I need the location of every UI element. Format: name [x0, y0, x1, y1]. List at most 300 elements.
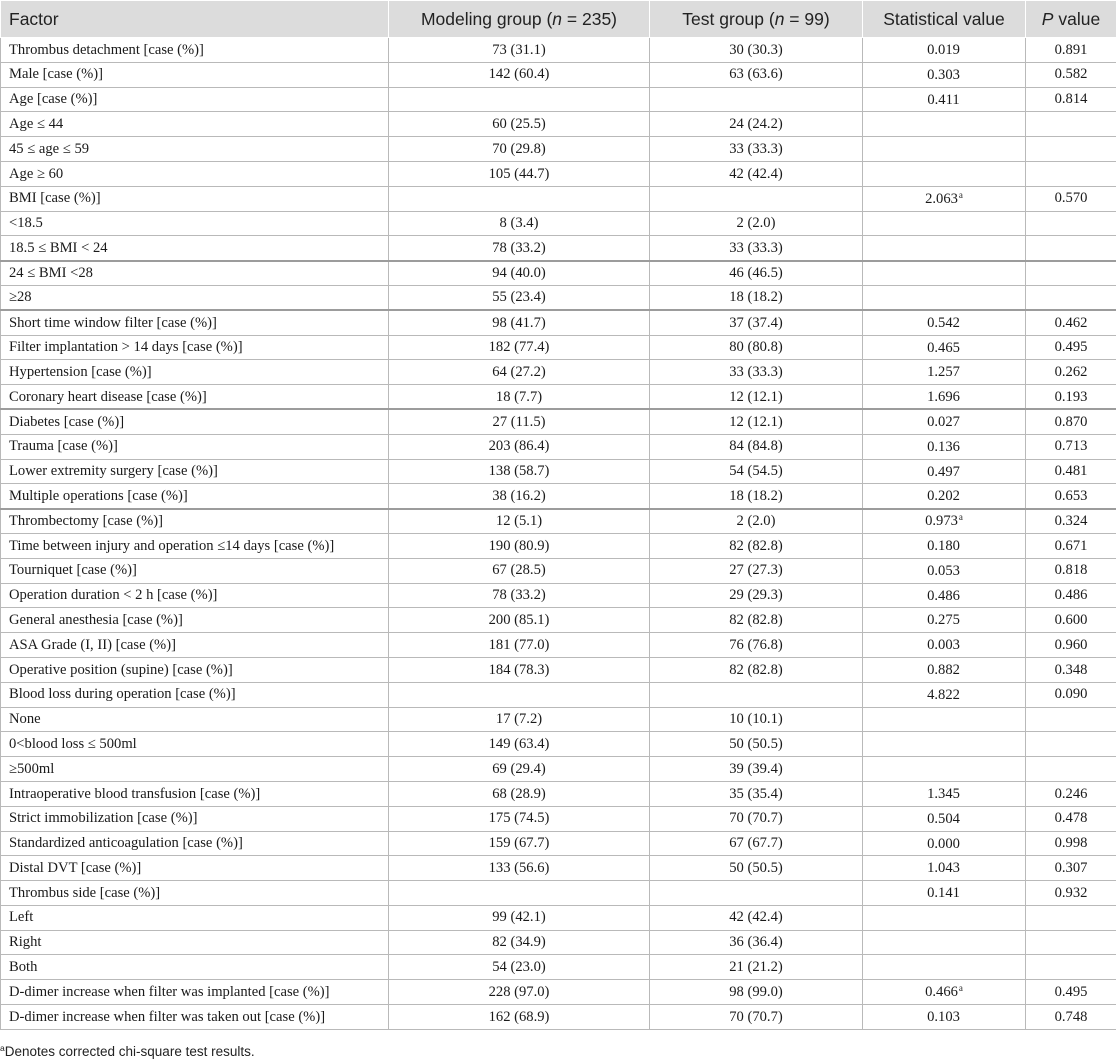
- cell-p-value-text: 0.713: [1054, 438, 1088, 455]
- cell-test-group: [650, 930, 863, 955]
- cell-statistical-value-text: 0.000: [927, 835, 960, 852]
- cell-factor: [1, 285, 389, 310]
- cell-statistical-value: [863, 905, 1026, 930]
- cell-test-group: [650, 285, 863, 310]
- cell-modeling-group: [389, 186, 650, 211]
- table-row: [1, 930, 1116, 955]
- cell-factor: [1, 186, 389, 211]
- cell-test-group: [650, 261, 863, 286]
- cell-modeling-group-text: 99 (42.1): [492, 909, 546, 926]
- cell-modeling-group: [389, 236, 650, 261]
- cell-modeling-group-text: 142 (60.4): [488, 66, 550, 83]
- table-row: [1, 112, 1116, 137]
- cell-modeling-group: [389, 434, 650, 459]
- cell-p-value: [1026, 558, 1116, 583]
- cell-factor: [1, 732, 389, 757]
- cell-test-group-text: 12 (12.1): [729, 388, 783, 405]
- cell-p-value: [1026, 285, 1116, 310]
- cell-statistical-value: [863, 633, 1026, 658]
- cell-p-value-text: 0.348: [1054, 661, 1088, 678]
- cell-statistical-value: [863, 856, 1026, 881]
- cell-factor: [1, 112, 389, 137]
- cell-modeling-group: [389, 310, 650, 335]
- cell-statistical-value-text: 2.063: [925, 190, 958, 207]
- cell-modeling-group: [389, 806, 650, 831]
- cell-factor-text: Tourniquet [case (%)]: [9, 562, 137, 579]
- cell-statistical-value: [863, 360, 1026, 385]
- cell-statistical-value: [863, 261, 1026, 286]
- cell-statistical-value-text: 0.003: [927, 637, 960, 654]
- cell-factor: [1, 509, 389, 534]
- cell-factor: [1, 261, 389, 286]
- cell-factor-text: ≥28: [9, 289, 32, 306]
- cell-factor: [1, 905, 389, 930]
- cell-factor-text: Both: [9, 959, 38, 976]
- cell-statistical-value-text: 0.141: [927, 885, 960, 902]
- cell-statistical-value-text: 0.542: [927, 315, 960, 332]
- footnote-mark: a: [0, 1043, 5, 1053]
- cell-test-group: [650, 385, 863, 410]
- cell-statistical-value-text: 0.486: [927, 587, 960, 604]
- cell-p-value: [1026, 856, 1116, 881]
- cell-test-group: [650, 732, 863, 757]
- cell-modeling-group: [389, 905, 650, 930]
- cell-factor: [1, 161, 389, 186]
- cell-modeling-group: [389, 757, 650, 782]
- cell-p-value-text: 0.324: [1054, 512, 1088, 529]
- cell-test-group: [650, 533, 863, 558]
- cell-modeling-group-text: 190 (80.9): [488, 537, 550, 554]
- cell-statistical-value: [863, 1005, 1026, 1030]
- cell-p-value: [1026, 905, 1116, 930]
- table-row: [1, 707, 1116, 732]
- cell-factor-text: Thrombus side [case (%)]: [9, 884, 161, 901]
- header-modeling-prefix: Modeling group (: [420, 8, 553, 29]
- cell-statistical-value: [863, 980, 1026, 1005]
- cell-modeling-group: [389, 87, 650, 112]
- cell-test-group: [650, 806, 863, 831]
- cell-modeling-group: [389, 831, 650, 856]
- cell-p-value: [1026, 335, 1116, 360]
- table-row: [1, 236, 1116, 261]
- cell-factor-text: Age ≥ 60: [9, 165, 64, 182]
- cell-factor: [1, 955, 389, 980]
- cell-statistical-value: [863, 87, 1026, 112]
- cell-statistical-value-text: 0.103: [927, 1009, 960, 1026]
- cell-p-value: [1026, 509, 1116, 534]
- cell-factor: [1, 757, 389, 782]
- cell-test-group: [650, 484, 863, 509]
- cell-p-value-text: 0.653: [1054, 487, 1088, 504]
- cell-test-group: [650, 211, 863, 236]
- cell-statistical-value: [863, 285, 1026, 310]
- cell-factor-text: Time between injury and operation ≤14 days [case (%)]: [9, 537, 335, 554]
- cell-modeling-group: [389, 856, 650, 881]
- table-row: [1, 558, 1116, 583]
- cell-statistical-value-text: 1.257: [927, 364, 960, 381]
- table-row: [1, 459, 1116, 484]
- cell-statistical-value-text: 4.822: [927, 686, 960, 703]
- cell-test-group-text: 33 (33.3): [729, 239, 783, 256]
- cell-statistical-value: [863, 657, 1026, 682]
- table-row: [1, 980, 1116, 1005]
- cell-test-group-text: 33 (33.3): [729, 140, 783, 157]
- cell-test-group-text: 67 (67.7): [729, 835, 783, 852]
- cell-statistical-value: [863, 186, 1026, 211]
- cell-modeling-group-text: 133 (56.6): [488, 859, 550, 876]
- cell-factor-text: Thrombus detachment [case (%)]: [9, 41, 204, 58]
- cell-factor: [1, 831, 389, 856]
- cell-p-value-text: 0.998: [1054, 835, 1088, 852]
- cell-factor-text: Lower extremity surgery [case (%)]: [9, 463, 218, 480]
- cell-factor-text: Hypertension [case (%)]: [9, 363, 152, 380]
- cell-modeling-group: [389, 38, 650, 63]
- cell-test-group-text: 50 (50.5): [729, 859, 783, 876]
- cell-factor: [1, 657, 389, 682]
- table-row: [1, 955, 1116, 980]
- cell-modeling-group-text: 68 (28.9): [492, 785, 546, 802]
- cell-factor-text: Coronary heart disease [case (%)]: [9, 388, 207, 405]
- cell-factor: [1, 236, 389, 261]
- cell-p-value: [1026, 434, 1116, 459]
- table-row: [1, 633, 1116, 658]
- cell-factor-text: Standardized anticoagulation [case (%)]: [9, 835, 243, 852]
- cell-factor-text: Right: [9, 934, 42, 951]
- cell-factor-text: None: [9, 711, 41, 728]
- cell-p-value: [1026, 360, 1116, 385]
- cell-modeling-group: [389, 682, 650, 707]
- table-row: [1, 881, 1116, 906]
- cell-statistical-value: [863, 62, 1026, 87]
- cell-factor-text: D-dimer increase when filter was taken out [case (%)]: [9, 1008, 326, 1025]
- table-row: [1, 161, 1116, 186]
- cell-modeling-group-text: 64 (27.2): [492, 363, 546, 380]
- cell-factor: [1, 980, 389, 1005]
- cell-modeling-group-text: 38 (16.2): [492, 487, 546, 504]
- cell-p-value-text: 0.870: [1054, 413, 1088, 430]
- cell-statistical-value: [863, 38, 1026, 63]
- cell-modeling-group: [389, 533, 650, 558]
- table-row: [1, 409, 1116, 434]
- cell-modeling-group: [389, 732, 650, 757]
- cell-test-group: [650, 360, 863, 385]
- cell-test-group: [650, 781, 863, 806]
- table-row: [1, 1005, 1116, 1030]
- cell-factor: [1, 484, 389, 509]
- cell-modeling-group: [389, 385, 650, 410]
- cell-factor: [1, 1005, 389, 1030]
- cell-statistical-value-text: 0.275: [927, 612, 960, 629]
- table-row: [1, 87, 1116, 112]
- cell-modeling-group-text: 184 (78.3): [488, 661, 550, 678]
- header-modeling-suffix: = 235): [562, 8, 618, 29]
- cell-test-group: [650, 657, 863, 682]
- cell-test-group-text: 70 (70.7): [729, 810, 783, 827]
- cell-modeling-group: [389, 583, 650, 608]
- cell-factor-text: Male [case (%)]: [9, 66, 103, 83]
- footnote-text: Denotes corrected chi-square test results.: [4, 1044, 255, 1059]
- table-row: [1, 285, 1116, 310]
- cell-factor: [1, 856, 389, 881]
- cell-statistical-value-text: 0.465: [927, 339, 960, 356]
- cell-factor: [1, 137, 389, 162]
- header-p-italic: P: [1041, 8, 1054, 29]
- cell-p-value: [1026, 38, 1116, 63]
- table-row: [1, 732, 1116, 757]
- cell-test-group: [650, 161, 863, 186]
- cell-p-value-text: 0.891: [1054, 41, 1088, 58]
- cell-p-value-text: 0.818: [1054, 562, 1088, 579]
- cell-p-value: [1026, 980, 1116, 1005]
- cell-statistical-value: [863, 409, 1026, 434]
- cell-p-value: [1026, 87, 1116, 112]
- cell-test-group: [650, 707, 863, 732]
- table-row: [1, 831, 1116, 856]
- cell-factor-text: Short time window filter [case (%)]: [9, 314, 217, 331]
- cell-test-group-text: 80 (80.8): [729, 339, 783, 356]
- cell-factor-text: Distal DVT [case (%)]: [9, 859, 142, 876]
- cell-p-value: [1026, 1005, 1116, 1030]
- cell-modeling-group: [389, 62, 650, 87]
- cell-factor: [1, 211, 389, 236]
- cell-statistical-value-text: 1.696: [927, 389, 960, 405]
- header-test-prefix: Test group (: [682, 8, 775, 29]
- cell-p-value: [1026, 310, 1116, 335]
- header-statistical-value: Statistical value: [863, 1, 1026, 38]
- cell-modeling-group: [389, 1005, 650, 1030]
- cell-modeling-group-text: 78 (33.2): [492, 587, 546, 604]
- cell-statistical-value: [863, 459, 1026, 484]
- cell-factor-text: 24 ≤ BMI <28: [9, 265, 93, 282]
- cell-factor: [1, 881, 389, 906]
- cell-p-value: [1026, 930, 1116, 955]
- cell-modeling-group: [389, 558, 650, 583]
- cell-test-group: [650, 905, 863, 930]
- cell-factor: [1, 930, 389, 955]
- cell-test-group: [650, 434, 863, 459]
- cell-statistical-value-text: 0.303: [927, 66, 960, 83]
- cell-p-value-text: 0.671: [1054, 537, 1088, 554]
- cell-factor: [1, 62, 389, 87]
- cell-test-group-text: 82 (82.8): [729, 611, 783, 628]
- cell-modeling-group: [389, 955, 650, 980]
- cell-p-value: [1026, 533, 1116, 558]
- cell-test-group: [650, 856, 863, 881]
- table-row: [1, 484, 1116, 509]
- cell-modeling-group: [389, 137, 650, 162]
- cell-statistical-value: [863, 161, 1026, 186]
- cell-statistical-value: [863, 310, 1026, 335]
- cell-modeling-group: [389, 707, 650, 732]
- header-p-rest: value: [1053, 8, 1101, 29]
- cell-p-value: [1026, 633, 1116, 658]
- cell-statistical-value: [863, 955, 1026, 980]
- cell-modeling-group-text: 69 (29.4): [492, 760, 546, 777]
- table-row: [1, 608, 1116, 633]
- cell-statistical-value-text: 0.202: [927, 488, 960, 505]
- cell-factor-text: Operation duration < 2 h [case (%)]: [9, 587, 218, 604]
- cell-factor: [1, 409, 389, 434]
- cell-factor-text: Multiple operations [case (%)]: [9, 487, 188, 504]
- cell-test-group-text: 39 (39.4): [729, 760, 783, 777]
- cell-test-group: [650, 459, 863, 484]
- cell-p-value: [1026, 732, 1116, 757]
- cell-test-group: [650, 881, 863, 906]
- cell-test-group-text: 46 (46.5): [729, 265, 783, 282]
- cell-p-value: [1026, 261, 1116, 286]
- cell-test-group: [650, 236, 863, 261]
- cell-p-value: [1026, 112, 1116, 137]
- cell-p-value: [1026, 955, 1116, 980]
- corrected-chi-square-note: a: [958, 512, 963, 523]
- table-row: [1, 533, 1116, 558]
- cell-p-value-text: 0.495: [1054, 339, 1088, 356]
- cell-test-group-text: 98 (99.0): [729, 983, 783, 1000]
- cell-modeling-group-text: 54 (23.0): [492, 959, 546, 976]
- cell-modeling-group: [389, 335, 650, 360]
- cell-test-group-text: 70 (70.7): [729, 1008, 783, 1025]
- cell-factor: [1, 385, 389, 410]
- cell-test-group-text: 82 (82.8): [729, 661, 783, 678]
- cell-test-group: [650, 335, 863, 360]
- cell-statistical-value: [863, 682, 1026, 707]
- cell-factor: [1, 781, 389, 806]
- cell-modeling-group-text: 17 (7.2): [495, 711, 543, 728]
- cell-test-group-text: 24 (24.2): [729, 115, 783, 132]
- cell-test-group: [650, 62, 863, 87]
- cell-test-group: [650, 558, 863, 583]
- cell-modeling-group-text: 105 (44.7): [488, 165, 550, 182]
- cell-factor-text: 45 ≤ age ≤ 59: [9, 140, 90, 157]
- cell-factor: [1, 434, 389, 459]
- cell-statistical-value: [863, 831, 1026, 856]
- cell-p-value: [1026, 137, 1116, 162]
- table-row: [1, 38, 1116, 63]
- table-row: [1, 509, 1116, 534]
- table-row: [1, 856, 1116, 881]
- cell-test-group: [650, 608, 863, 633]
- cell-p-value: [1026, 757, 1116, 782]
- cell-statistical-value: [863, 732, 1026, 757]
- cell-test-group: [650, 1005, 863, 1030]
- cell-test-group: [650, 87, 863, 112]
- table-row: [1, 781, 1116, 806]
- cell-p-value: [1026, 881, 1116, 906]
- cell-statistical-value: [863, 112, 1026, 137]
- cell-factor: [1, 459, 389, 484]
- cell-modeling-group-text: 27 (11.5): [492, 413, 546, 430]
- table-header: [1, 1, 1116, 38]
- cell-test-group: [650, 509, 863, 534]
- table-footnote: [0, 1043, 255, 1059]
- cell-modeling-group: [389, 608, 650, 633]
- cell-modeling-group-text: 138 (58.7): [488, 463, 550, 480]
- cell-factor-text: Diabetes [case (%)]: [9, 413, 125, 430]
- cell-test-group: [650, 980, 863, 1005]
- cell-modeling-group-text: 8 (3.4): [499, 215, 539, 232]
- table-row: [1, 335, 1116, 360]
- cell-factor-text: Left: [9, 909, 34, 926]
- cell-statistical-value: [863, 707, 1026, 732]
- cell-factor: [1, 633, 389, 658]
- table-row: [1, 310, 1116, 335]
- cell-statistical-value: [863, 533, 1026, 558]
- cell-factor-text: Strict immobilization [case (%)]: [9, 810, 198, 827]
- cell-factor: [1, 806, 389, 831]
- cell-p-value: [1026, 459, 1116, 484]
- cell-factor: [1, 682, 389, 707]
- cell-test-group: [650, 310, 863, 335]
- cell-p-value: [1026, 831, 1116, 856]
- cell-p-value-text: 0.960: [1054, 636, 1088, 653]
- cell-p-value: [1026, 186, 1116, 211]
- cell-modeling-group-text: 162 (68.9): [488, 1008, 550, 1025]
- cell-test-group-text: 2 (2.0): [736, 512, 776, 529]
- cell-test-group-text: 27 (27.3): [729, 562, 783, 579]
- cell-modeling-group: [389, 211, 650, 236]
- cell-statistical-value: [863, 806, 1026, 831]
- cell-statistical-value: [863, 211, 1026, 236]
- table-row: [1, 360, 1116, 385]
- cell-p-value-text: 0.814: [1054, 91, 1088, 108]
- cell-modeling-group-text: 159 (67.7): [488, 835, 550, 852]
- header-test-n: n: [774, 8, 785, 29]
- cell-p-value: [1026, 236, 1116, 261]
- cell-statistical-value: [863, 236, 1026, 261]
- cell-p-value: [1026, 682, 1116, 707]
- cell-factor-text: Age [case (%)]: [9, 91, 98, 108]
- cell-test-group-text: 33 (33.3): [729, 363, 783, 380]
- cell-modeling-group: [389, 930, 650, 955]
- cell-factor-text: General anesthesia [case (%)]: [9, 611, 183, 628]
- cell-test-group-text: 2 (2.0): [736, 215, 776, 232]
- cell-modeling-group-text: 82 (34.9): [492, 934, 546, 951]
- cell-test-group-text: 42 (42.4): [729, 909, 783, 926]
- cell-modeling-group-text: 12 (5.1): [495, 512, 543, 529]
- cell-modeling-group-text: 149 (63.4): [488, 735, 550, 752]
- cell-statistical-value: [863, 484, 1026, 509]
- cell-factor-text: Age ≤ 44: [9, 115, 64, 132]
- cell-factor: [1, 360, 389, 385]
- cell-statistical-value: [863, 509, 1026, 534]
- cell-modeling-group: [389, 261, 650, 286]
- cell-modeling-group-text: 181 (77.0): [488, 636, 550, 653]
- cell-test-group-text: 37 (37.4): [729, 314, 783, 331]
- cell-statistical-value: [863, 583, 1026, 608]
- cell-p-value: [1026, 781, 1116, 806]
- cell-modeling-group-text: 78 (33.2): [492, 239, 546, 256]
- cell-test-group: [650, 112, 863, 137]
- header-modeling-n: n: [552, 8, 563, 29]
- cell-test-group: [650, 682, 863, 707]
- cell-test-group: [650, 583, 863, 608]
- cell-statistical-value-text: 0.882: [927, 662, 960, 679]
- cell-test-group-text: 18 (18.2): [729, 487, 783, 504]
- cell-test-group-text: 36 (36.4): [729, 934, 783, 951]
- cell-statistical-value-text: 0.019: [927, 42, 960, 59]
- cell-modeling-group: [389, 161, 650, 186]
- cell-statistical-value: [863, 558, 1026, 583]
- cell-p-value-text: 0.932: [1054, 884, 1088, 901]
- cell-factor: [1, 335, 389, 360]
- cell-modeling-group: [389, 360, 650, 385]
- cell-statistical-value-text: 0.497: [927, 463, 960, 480]
- cell-p-value: [1026, 707, 1116, 732]
- cell-factor: [1, 707, 389, 732]
- cell-factor-text: Thrombectomy [case (%)]: [9, 512, 163, 529]
- cell-test-group-text: 42 (42.4): [729, 165, 783, 182]
- cell-factor: [1, 87, 389, 112]
